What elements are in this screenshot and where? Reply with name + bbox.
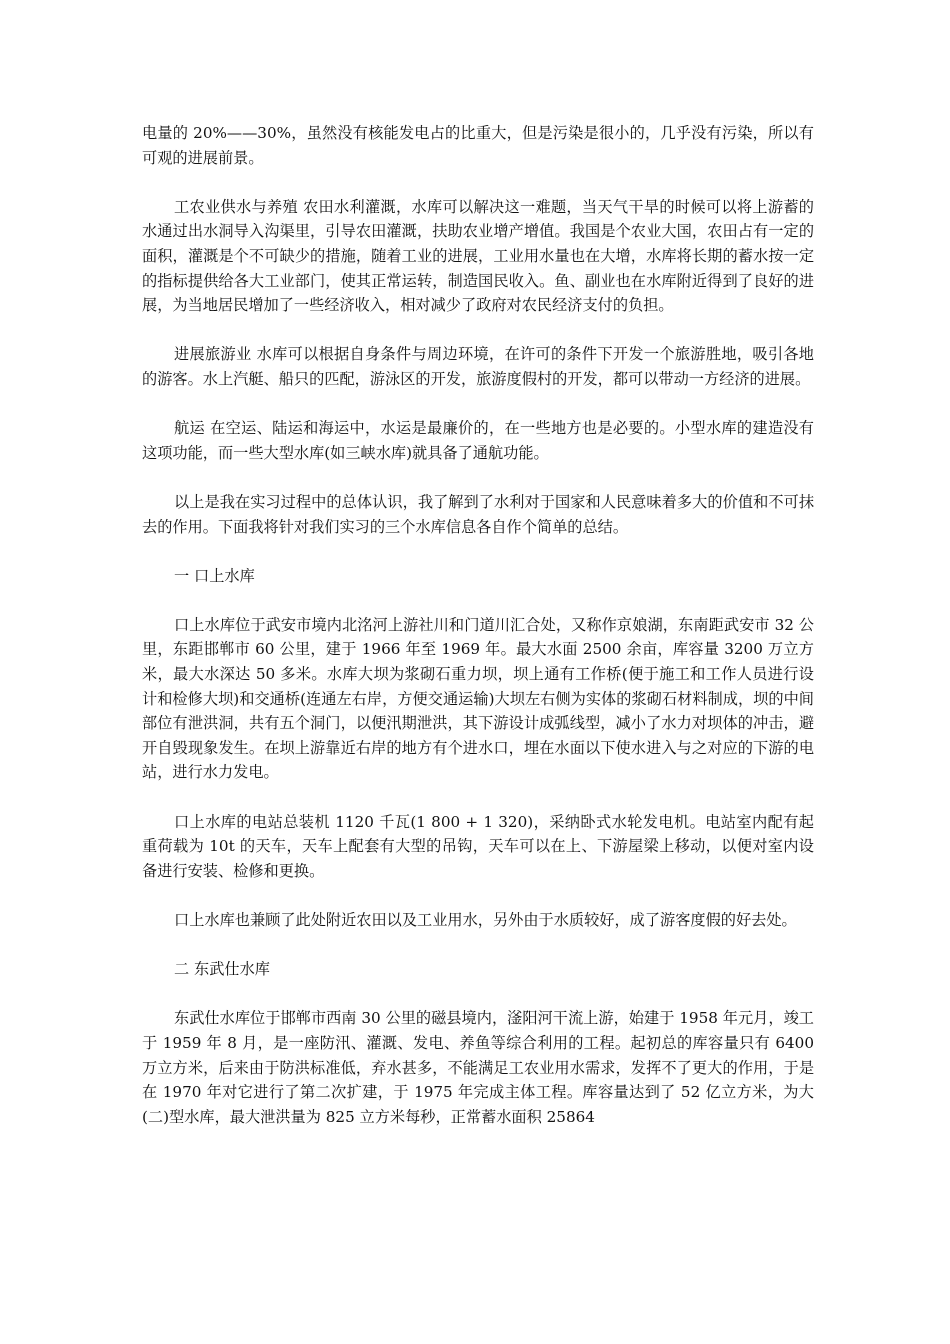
paragraph-summary: 以上是我在实习过程中的总体认识，我了解到了水利对于国家和人民意味着多大的价值和不可抹去的作用。下面我将针对我们实习的三个水库信息各自作个简单的总结。 xyxy=(142,492,814,536)
paragraph-koushang-station: 口上水库的电站总装机 1120 千瓦(1 800 + 1 320)，采纳卧式水轮发电机。电站室内配有起重荷载为 10t 的天车，天车上配套有大型的吊钩，天车可以在上、下游屋梁上移动，以便对室内设备进行安装、检修和更换。 xyxy=(142,812,814,880)
document-page xyxy=(142,121,814,1129)
paragraph-gap xyxy=(142,465,814,490)
paragraph-gap xyxy=(142,933,814,958)
paragraph-water-supply: 工农业供水与养殖 农田水利灌溉，水库可以解决这一难题，当天气干旱的时候可以将上游蓄的水通过出水洞导入沟渠里，引导农田灌溉，扶助农业增产增值。我国是个农业大国，农田占有一定的面积，灌溉是个不可缺少的措施，随着工业的进展，工业用水量也在大增，水库将长期的蓄水按一定的指标提供给各大工业部门，使其正常运转，制造国民收入。鱼、副业也在水库附近得到了良好的进展，为当地居民增加了一些经济收入，相对减少了政府对农民经济支付的负担。 xyxy=(142,197,814,315)
paragraph-gap xyxy=(142,170,814,195)
paragraph-gap xyxy=(142,883,814,908)
paragraph-gap xyxy=(142,392,814,417)
paragraph-shipping: 航运 在空运、陆运和海运中，水运是最廉价的，在一些地方也是必要的。小型水库的建造没有这项功能，而一些大型水库(如三峡水库)就具备了通航功能。 xyxy=(142,419,814,462)
section-heading-dongwushi: 二 东武仕水库 xyxy=(174,960,270,979)
paragraph-gap xyxy=(142,539,814,564)
paragraph-gap xyxy=(142,785,814,810)
paragraph-dongwushi-overview: 东武仕水库位于邯郸市西南 30 公里的磁县境内，滏阳河干流上游，始建于 1958 年元月，竣工于 1959 年 8 月，是一座防汛、灌溉、发电、养鱼等综合利用的工程。起初总的库容量只有 6400 万立方米，后来由于防洪标准低，弃水甚多，不能满足工农业用水需求，发挥不了更大的作用，于是在 1970 年对它进行了第二次扩建，于 1975 年完成主体工程。库容量达到了 52 亿立方米，为大(二)型水库，最大泄洪量为 825 立方米每秒，正常蓄水面积 25864 xyxy=(142,1009,814,1126)
paragraph-gap xyxy=(142,982,814,1007)
paragraph-koushang-use: 口上水库也兼顾了此处附近农田以及工业用水，另外由于水质较好，成了游客度假的好去处。 xyxy=(174,911,797,929)
paragraph-gap xyxy=(142,318,814,343)
paragraph-koushang-overview: 口上水库位于武安市境内北洺河上游社川和门道川汇合处，又称作京娘湖，东南距武安市 32 公里，东距邯郸市 60 公里，建于 1966 年至 1969 年。最大水面 2500 余亩，库容量 3200 万立方米，最大水深达 50 多米。水库大坝为浆砌石重力坝，坝上通有工作桥(便于施工和工作人员进行设计和检修大坝)和交通桥(连通左右岸，方便交通运输)大坝左右侧为实体的浆砌石材料制成，坝的中间部位有泄洪洞，共有五个洞门，以便汛期泄洪，其下游设计成弧线型，减小了水力对坝体的冲击，避开自毁现象发生。在坝上游靠近右岸的地方有个进水口，埋在水面以下使水进入与之对应的下游的电站，进行水力发电。 xyxy=(142,615,814,782)
paragraph-power-share: 电量的 20%——30%，虽然没有核能发电占的比重大，但是污染是很小的，几乎没有污染，所以有可观的进展前景。 xyxy=(142,124,814,167)
paragraph-tourism: 进展旅游业 水库可以根据自身条件与周边环境，在许可的条件下开发一个旅游胜地，吸引各地的游客。水上汽艇、船只的匹配，游泳区的开发，旅游度假村的开发，都可以带动一方经济的进展。 xyxy=(142,345,814,388)
paragraph-gap xyxy=(142,588,814,613)
section-heading-koushang: 一 口上水库 xyxy=(174,566,255,585)
